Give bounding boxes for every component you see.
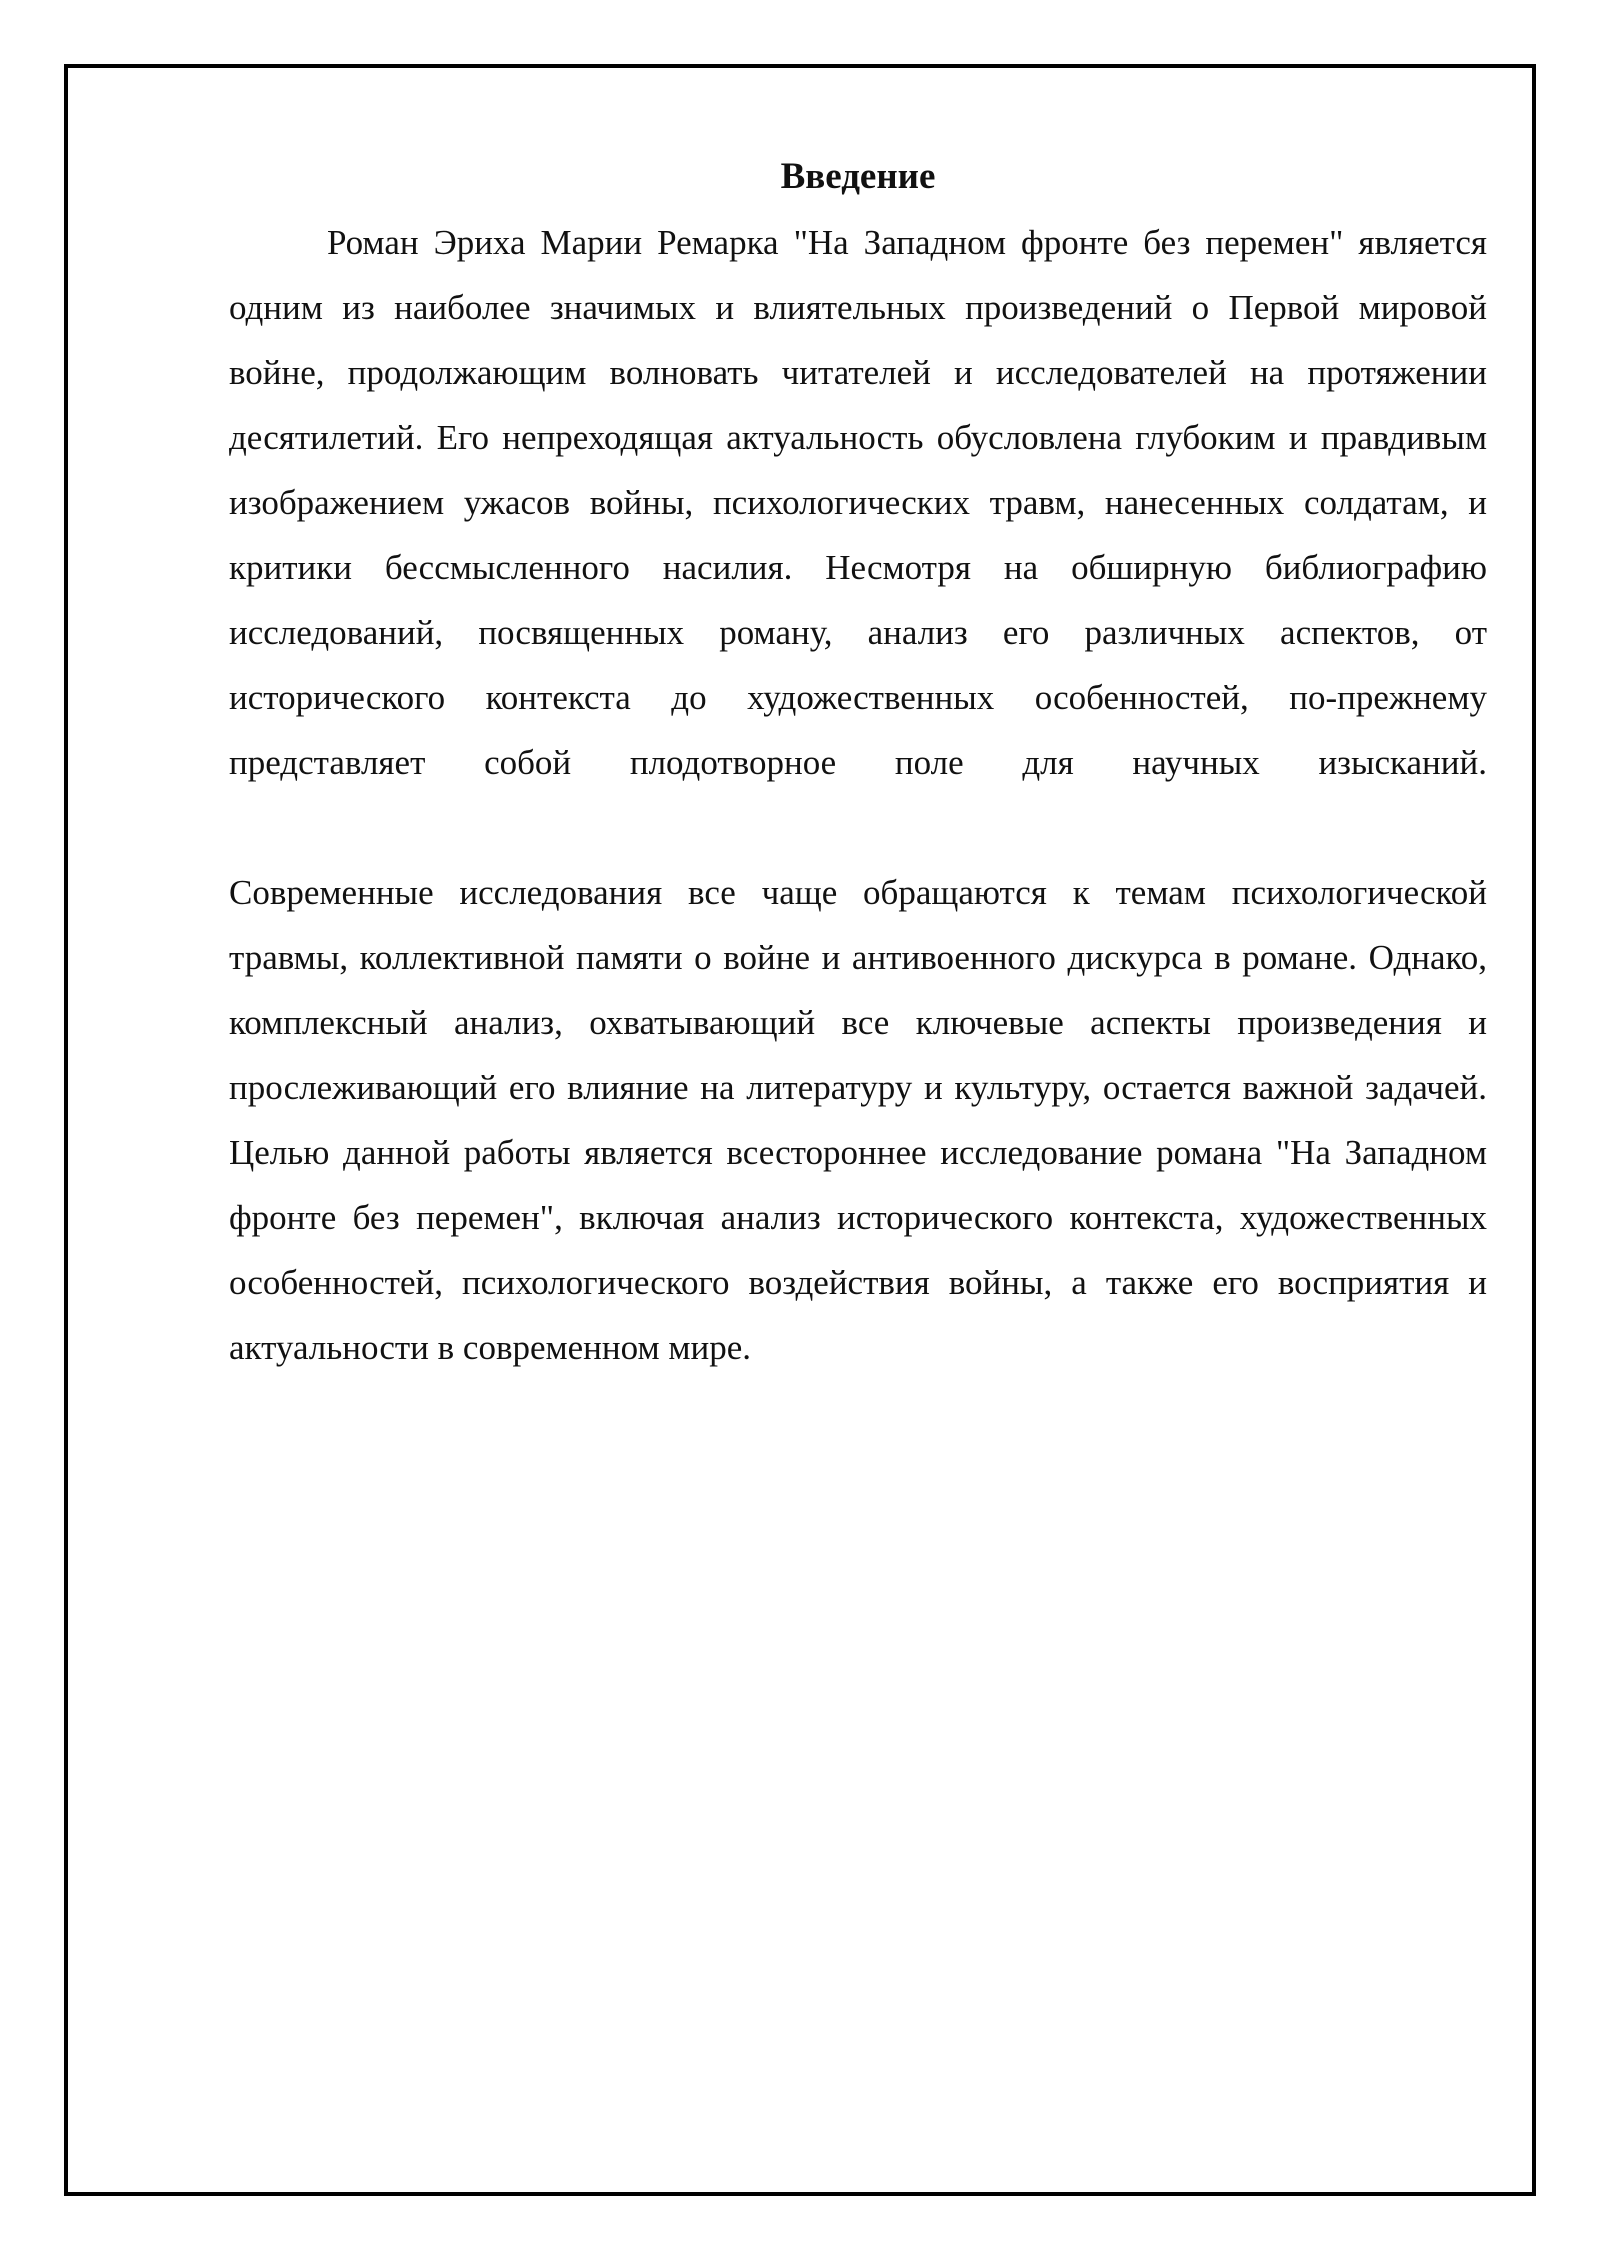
page-title: Введение xyxy=(780,156,936,197)
paragraph-spacer xyxy=(229,795,1487,860)
document-body xyxy=(229,148,1487,1380)
paragraph-intro: Роман Эриха Марии Ремарка "На Западном фронте без перемен" является одним из наиболее значимых и влиятельных произведений о Первой мировой войне, продолжающим волновать читателей и исследователей на протяжении десятилетий. Его непреходящая актуальность обусловлена глубоким и правдивым изображением ужасов войны, психологических травм, нанесенных солдатам, и критики бессмысленного насилия. Несмотря на обширную библиографию исследований, посвященных роману, анализ его различных аспектов, от исторического контекста до художественных особенностей, по-прежнему представляет собой плодотворное поле для научных изысканий. xyxy=(229,223,1487,782)
paragraph-research-goal: Современные исследования все чаще обращаются к темам психологической травмы, коллективной памяти о войне и антивоенного дискурса в романе. Однако, комплексный анализ, охватывающий все ключевые аспекты произведения и прослеживающий его влияние на литературу и культуру, остается важной задачей. Целью данной работы является всестороннее исследование романа "На Западном фронте без перемен", включая анализ исторического контекста, художественных особенностей, психологического воздействия войны, а также его восприятия и актуальности в современном мире. xyxy=(229,873,1487,1367)
